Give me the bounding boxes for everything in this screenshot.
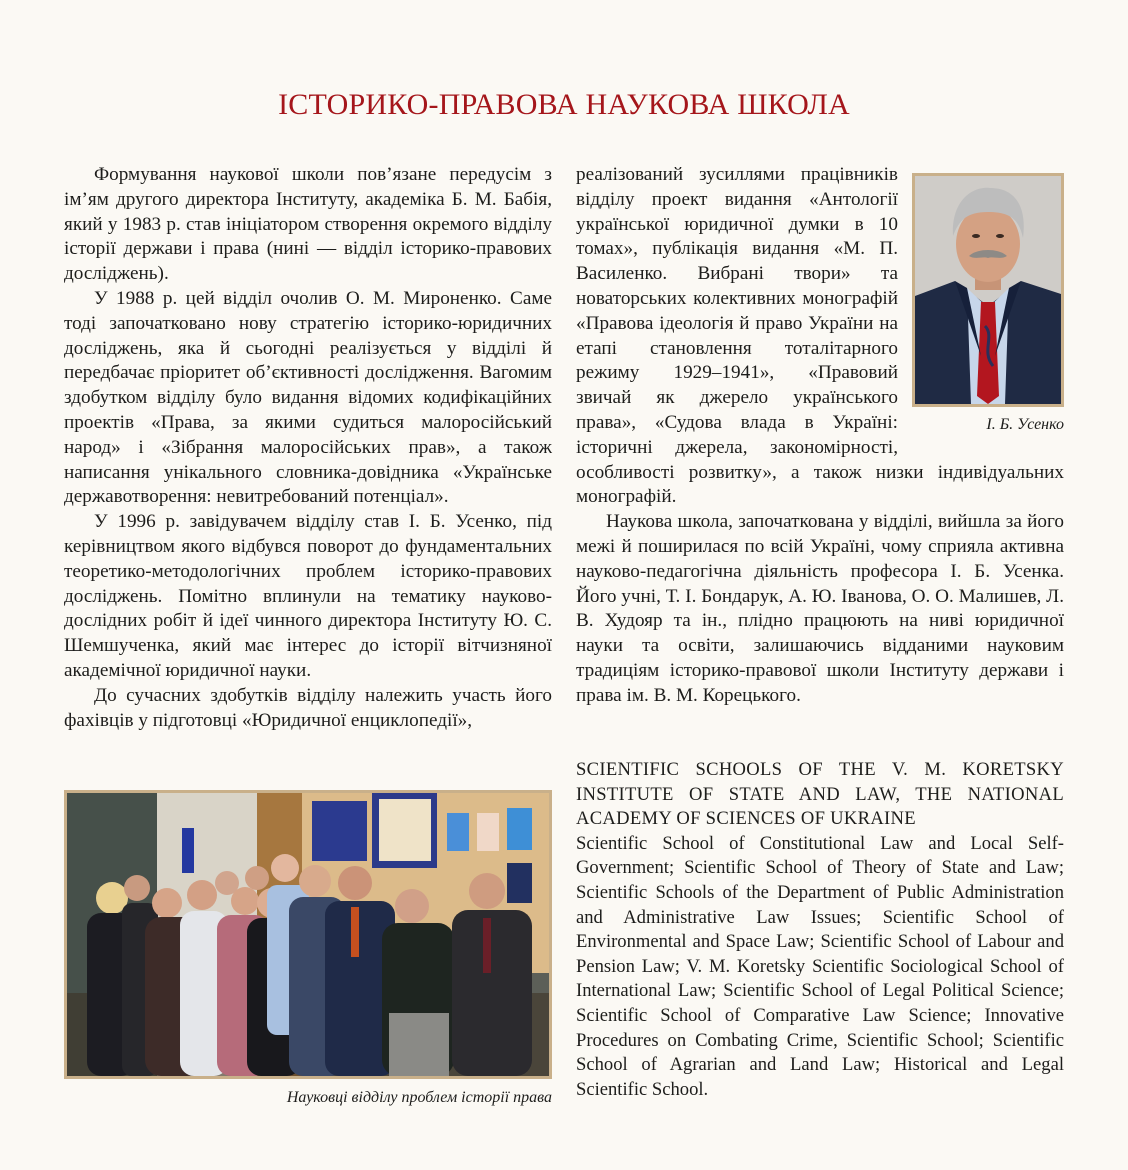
portrait-person-icon: [915, 176, 1061, 404]
english-body: Scientific School of Constitutional Law and Local Self-Government; Scientific School of Theory of State and Law; Scientific Schools of the Department of Public Administration and Administrative Law Issues; Scientific School of Environmental and Space Law; Scientific School of Labour and Pension Law; V. M. Koretsky Scientific Sociological School of International Law; Scientific School of Legal Political Science; Scientific School of Comparative Law Science; Innovative Procedures on Combating Crime, Scientific School; Scientific School of Agrarian and Land Law; Historical and Legal Scientific School.: [576, 832, 1064, 1100]
group-photo-figure: [64, 790, 552, 1108]
paragraph-1988-department: У 1988 р. цей відділ очолив О. М. Мироненко. Саме тоді започатковано нову стратегію історико-юридичних досліджень, яка й сьогодні реалізується у відділі й передбачає пріоритет об’єктивності дослідження. Вагомим здобутком відділу було видання відомих кодифікаційних проектів «Права, за якими судиться малоросійський народ» і «Зібрання малоросійських прав», а також написання унікального словника-довідника «Українське державотворення: невитребований потенціал».: [64, 287, 552, 508]
paragraph-projects: реалізований зусиллями працівників відділу проект видання «Антології української юридичної думки в 10 томах», публікація видання «М. П. Василенко. Вибрані твори» та новаторських колективних монографій «Правова ідеологія й право України на етапі становлення тоталітарного режиму 1929–1941», «Правовий звичай як джерело українського права», «Судова влада в Україні: історичні джерела, закономірності, особливості розвитку», а також низки індивідуальних монографій.: [576, 164, 1064, 508]
paragraph-school-spread: Наукова школа, започаткована у відділі, вийшла за його межі й поширилася по всій Україні, чому сприяла активна науково-педагогічна діяльність професора І. Б. Усенка. Його учні, Т. І. Бондарук, А. Ю. Іванова, О. О. Малишев, Л. В. Худояр та ін., плідно працюють на ниві юридичної науки та освіти, залишаючись відданими науковим традиціям історико-правової школи Інституту держави і права ім. В. М. Корецького.: [576, 511, 1064, 706]
portrait-photo: [912, 173, 1064, 407]
paragraph-1996-head: У 1996 р. завідувачем відділу став І. Б. Усенко, під керівництвом якого відбувся поворот до фундаментальних теоретико-методологічних проблем історико-правових досліджень. Помітно вплинули на тематику науково-дослідних робіт й ідеї чинного директора Інституту Ю. С. Шемшученка, який має інтерес до історії вітчизняної академічної юридичної науки.: [64, 511, 552, 681]
right-column: [576, 163, 1064, 709]
page-title: ІСТОРИКО-ПРАВОВА НАУКОВА ШКОЛА: [278, 88, 850, 121]
english-summary: [576, 758, 1064, 1102]
portrait-caption: І. Б. Усенко: [986, 416, 1064, 433]
group-photo-people-icon: [67, 793, 549, 1076]
portrait-figure: [912, 173, 1064, 435]
group-photo-caption: Науковці відділу проблем історії права: [286, 1089, 552, 1106]
group-photo: [64, 790, 552, 1079]
paragraph-modern-achievements: До сучасних здобутків відділу належить участь його фахівців у підготовці «Юридичної енциклопедії»,: [64, 684, 552, 731]
left-column: [64, 163, 552, 733]
paragraph-school-formation: Формування наукової школи пов’язане передусім з ім’ям другого директора Інституту, академіка Б. М. Бабія, який у 1983 р. став ініціатором створення окремого відділу історії держави і права (нині — відділ історико-правових досліджень).: [64, 164, 552, 285]
english-heading: SCIENTIFIC SCHOOLS OF THE V. M. KORETSKY INSTITUTE OF STATE AND LAW, THE NATIONAL ACADEMY OF SCIENCES OF UKRAINE: [576, 759, 1064, 830]
